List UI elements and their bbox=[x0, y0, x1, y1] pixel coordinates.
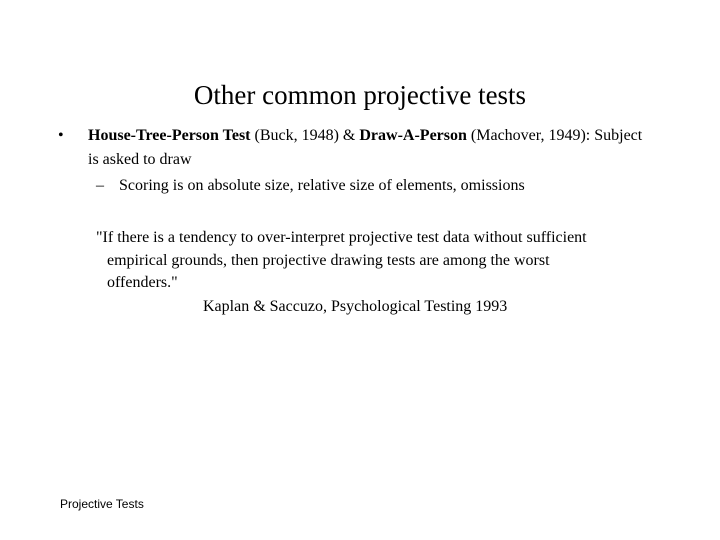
test-citation-buck: (Buck, 1948) & bbox=[250, 127, 360, 144]
test-name-draw-a-person: Draw-A-Person bbox=[359, 127, 467, 144]
quote-attribution: Kaplan & Saccuzo, Psychological Testing 1993 bbox=[203, 298, 508, 315]
slide-title: Other common projective tests bbox=[193, 80, 527, 110]
test-name-house-tree-person: House-Tree-Person Test bbox=[88, 127, 251, 144]
quote-line: empirical grounds, then projective drawing tests are among the worst bbox=[107, 251, 550, 269]
bullet-marker: • bbox=[58, 127, 64, 144]
sub-bullet-text: Scoring is on absolute size, relative size of elements, omissions bbox=[119, 177, 525, 194]
slide-footer: Projective Tests bbox=[60, 497, 144, 511]
quote-block bbox=[96, 227, 666, 295]
quote-line: "If there is a tendency to over-interpret projective test data without sufficient bbox=[96, 229, 587, 246]
bullet-text bbox=[88, 124, 648, 172]
test-citation-machover: (Machover, 1949): Subject is asked to draw bbox=[88, 127, 643, 168]
quote-line: offenders." bbox=[107, 274, 178, 291]
sub-bullet-marker: – bbox=[96, 177, 104, 194]
